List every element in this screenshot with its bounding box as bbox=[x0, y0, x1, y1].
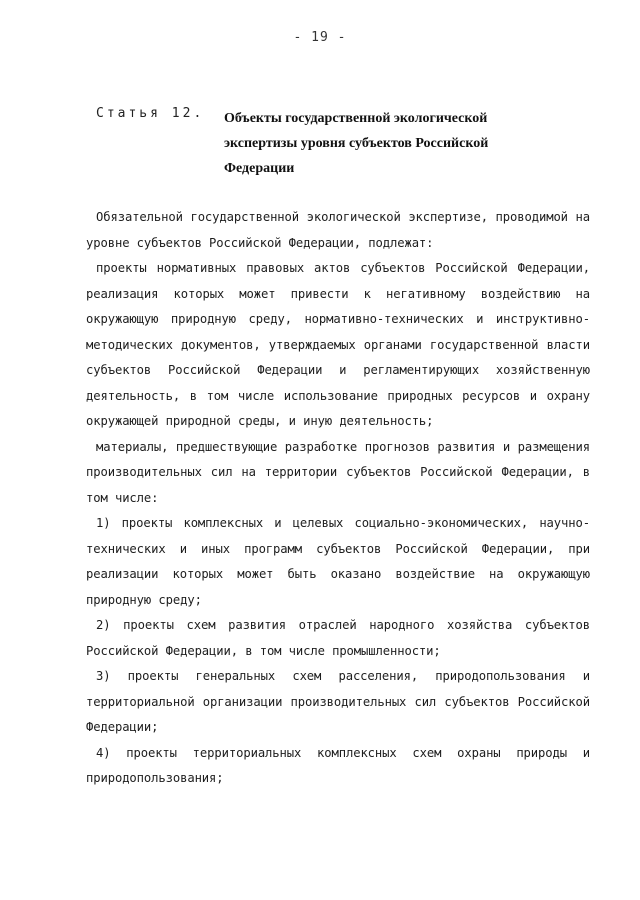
article-title bbox=[224, 106, 554, 181]
article-title-line: экспертизы уровня субъектов Российской bbox=[224, 136, 489, 151]
paragraph-materials: материалы, предшествующие разработке прогнозов развития и размещения производительных сил на территории субъектов Российской Федерации, в том числе: bbox=[86, 439, 590, 505]
article-body bbox=[86, 205, 590, 792]
paragraph-item-3: 3) проекты генеральных схем расселения, природопользования и территориальной организации производительных сил субъектов Российской Федерации; bbox=[86, 669, 590, 734]
article-title-line: Объекты государственной экологической bbox=[224, 111, 488, 126]
page-number: - 19 - bbox=[293, 30, 347, 45]
paragraph-item-2: 2) проекты схем развития отраслей народного хозяйства субъектов Российской Федерации, в том числе промышленности; bbox=[86, 618, 590, 658]
paragraph-item-1: 1) проекты комплексных и целевых социально-экономических, научно-технических и иных программ субъектов Российской Федерации, при реализации которых может быть оказано воздействие на окружающую природную среду; bbox=[86, 516, 590, 607]
paragraph-intro: Обязательной государственной экологической экспертизе, проводимой на уровне субъектов Российской Федерации, подлежат: bbox=[86, 210, 590, 250]
article-label: Статья 12. bbox=[96, 106, 205, 121]
paragraph-item-4: 4) проекты территориальных комплексных схем охраны природы и природопользования; bbox=[86, 745, 590, 785]
paragraph-normative-acts: проекты нормативных правовых актов субъектов Российской Федерации, реализация которых может привести к негативному воздействию на окружающую природную среду, нормативно-технических и инструктивно-методических документов, утверждаемых органами государственной власти субъектов Российской Федерации и регламентирующих хозяйственную деятельность, в том числе использование природных ресурсов и охрану окружающей природной среды, и иную деятельность; bbox=[86, 261, 590, 428]
article-title-line: Федерации bbox=[224, 161, 295, 176]
